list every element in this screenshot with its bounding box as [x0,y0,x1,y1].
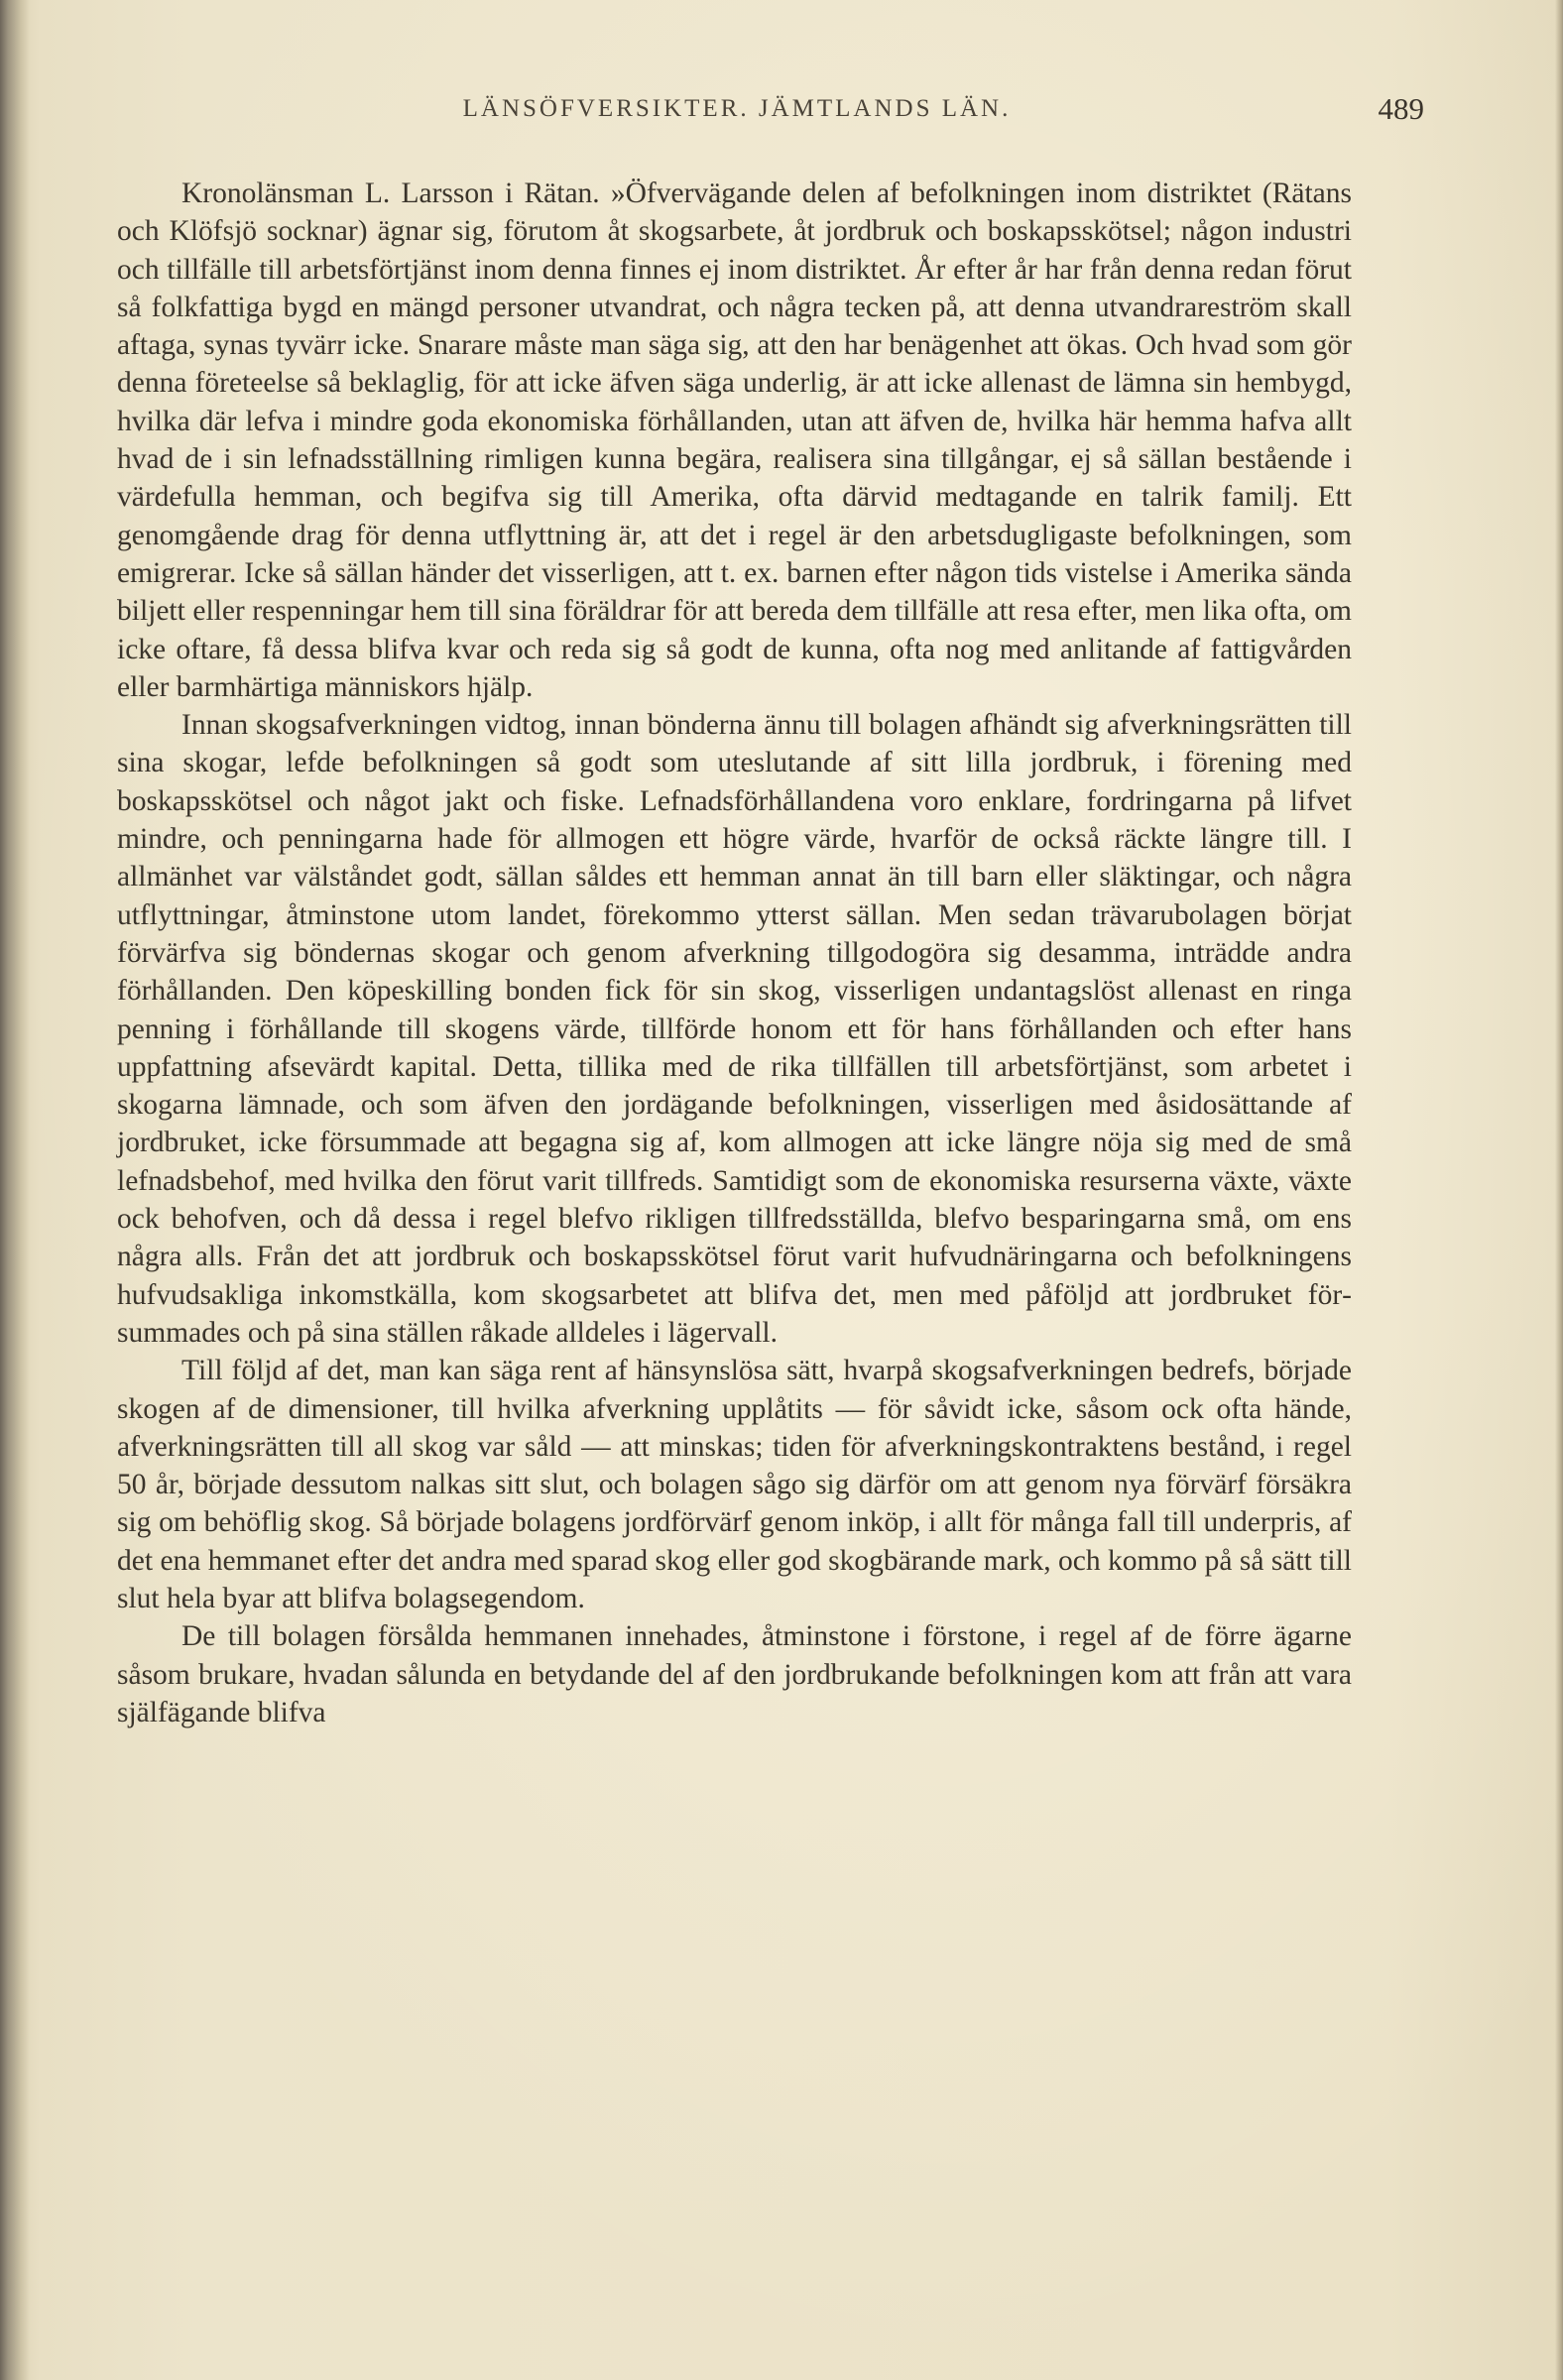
paragraph-2: Innan skogsafverkningen vidtog, innan bönderna ännu till bolagen afhändt sig afverkningsrätten till sina skogar, lefde befolkningen så godt som uteslutande af sitt lilla jordbruk, i förening med boskapsskötsel och något jakt och fiske. Lefnadsförhållandena voro enklare, fordringarna på lifvet mindre, och penningarna hade för allmogen ett högre värde, hvarför de också räckte längre till. I allmänhet var välståndet godt, sällan såldes ett hemman annat än till barn eller släktingar, och några utflyttningar, åtminstone utom landet, förekommo ytterst sällan. Men sedan trävarubolagen börjat förvärfva sig böndernas skogar och genom afverkning tillgodogöra sig desamma, inträdde andra förhållanden. Den köpeskilling bonden fick för sin skog, visserligen undantagslöst allenast en ringa penning i förhållande till skogens värde, tillförde honom ett för hans förhållanden och efter hans uppfattning afsevärdt kapital. Detta, tillika med de rika tillfällen till arbetsförtjänst, som arbetet i skogarna lämnade, och som äfven den jordägande befolkningen, visserligen med åsidosättande af jordbruket, icke försummade att begagna sig af, kom allmogen att icke längre nöja sig med de små lefnadsbehof, med hvilka den förut varit tillfreds. Samtidigt som de ekonomiska resurserna växte, växte ock behofven, och då dessa i regel blefvo rikligen tillfredsställda, blefvo besparingarna små, om ens några alls. Från det att jordbruk och boskapsskötsel förut varit hufvudnäringarna och befolkningens hufvudsakliga inkomstkälla, kom skogsarbetet att blifva det, men med påföljd att jordbruket försummades och på sina ställen råkade alldeles i lägervall. [117,709,1352,1349]
body-text [117,175,1352,1731]
page-number: 489 [1378,91,1424,126]
running-title: LÄNSÖFVERSIKTER. JÄMTLANDS LÄN. [462,95,1012,122]
page-header [119,91,1424,139]
paragraph-3: Till följd af det, man kan säga rent af hänsynslösa sätt, hvarpå skogsafverkningen bedrefs, började skogen af de dimensioner, till hvilka afverkning upplåtits — för såvidt icke, såsom ock ofta hände, afverkningsrätten till all skog var såld — att minskas; tiden för afverkningskontraktens bestånd, i regel 50 år, började dessutom nalkas sitt slut, och bolagen sågo sig därför om att genom nya förvärf försäkra sig om behöflig skog. Så började bolagens jordförvärf genom inköp, i allt för många fall till underpris, af det ena hemmanet efter det andra med sparad skog eller god skogbärande mark, och kommo på så sätt till slut hela byar att blifva bolagsegendom. [117,1355,1352,1614]
binding-edge-shadow [0,0,30,2380]
page-edge-shadow [1555,0,1563,2380]
paragraph-4: De till bolagen försålda hemmanen innehades, åtminstone i förstone, i regel af de förre ägarne såsom brukare, hvadan sålunda en betydande del af den jordbrukande befolkningen kom att från att vara själfägande blifva [117,1620,1352,1728]
paragraph-1: Kronolänsman L. Larsson i Rätan. »Öfvervägande delen af befolkningen inom distriktet (Rätans och Klöfsjö socknar) ägnar sig, förutom åt skogsarbete, åt jordbruk och boskapsskötsel; någon industri och tillfälle till arbetsförtjänst inom denna finnes ej inom distriktet. År efter år har från denna redan förut så folkfattiga bygd en mängd personer utvandrat, och några tecken på, att denna utvandrareström skall aftaga, synas tyvärr icke. Snarare måste man säga sig, att den har benägenhet att ökas. Och hvad som gör denna företeelse så beklaglig, för att icke äfven säga underlig, är att icke allenast de lämna sin hembygd, hvilka där lefva i mindre goda ekonomiska förhållanden, utan att äfven de, hvilka här hemma hafva allt hvad de i sin lefnadsställning rimligen kunna begära, realisera sina tillgångar, ej så sällan bestående i värdefulla hemman, och begifva sig till Amerika, ofta därvid medtagande en talrik familj. Ett genomgående drag för denna utflyttning är, att det i regel är den arbetsdugligaste befolkningen, som emigrerar. Icke så sällan händer det visserligen, att t. ex. barnen efter någon tids vistelse i Amerika sända biljett eller respenningar hem till sina föräldrar för att bereda dem tillfälle att resa efter, men lika ofta, om icke oftare, få dessa blifva kvar och reda sig så godt de kunna, ofta nog med anlitande af fattigvården eller barmhärtiga människors hjälp. [117,178,1352,703]
